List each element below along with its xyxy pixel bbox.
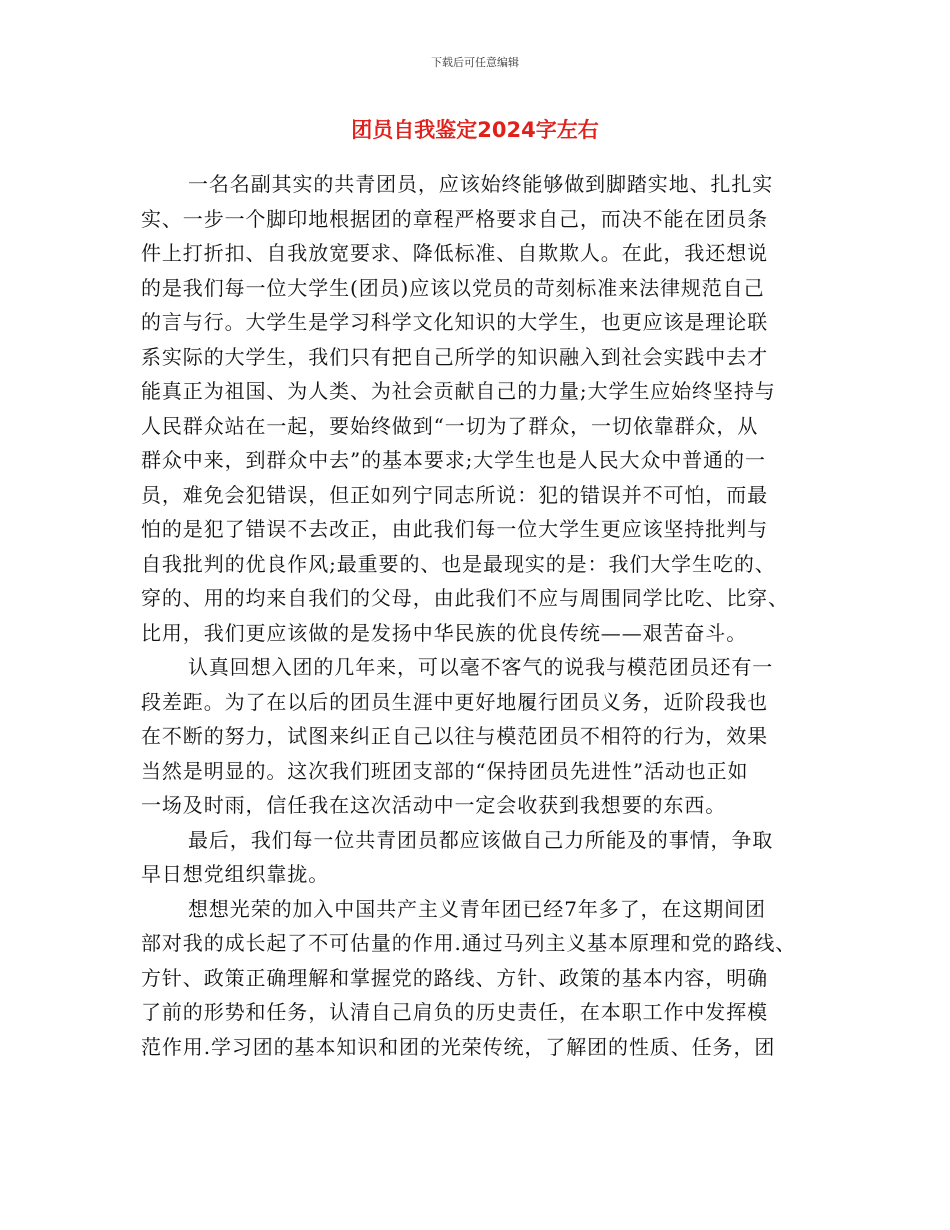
- text-line: 人民群众站在一起，要始终做到“一切为了群众，一切依靠群众，从: [141, 413, 759, 438]
- text-line: 在不断的努力，试图来纠正自己以往与模范团员不相符的行为，效果: [141, 724, 768, 748]
- text-line: 件上打折扣、自我放宽要求、降低标准、自欺欺人。在此，我还想说: [141, 241, 768, 265]
- text-line: 段差距。为了在以后的团员生涯中更好地履行团员义务，近阶段我也: [141, 689, 768, 714]
- text-line: 一场及时雨，信任我在这次活动中一定会收获到我想要的东西。: [141, 793, 727, 817]
- text-line: 群众中来，到群众中去”的基本要求;大学生也是人民大众中普通的一: [141, 448, 766, 472]
- text-line: 怕的是犯了错误不去改正，由此我们每一位大学生更应该坚持批判与: [141, 517, 768, 541]
- text-line: 早日想党组织靠拢。: [141, 862, 330, 886]
- text-line: 范作用.学习团的基本知识和团的光荣传统，了解团的性质、任务，团: [141, 1034, 776, 1059]
- text-line: 穿的、用的均来自我们的父母，由此我们不应与周围同学比吃、比穿、: [141, 586, 789, 610]
- text-line: 比用，我们更应该做的是发扬中华民族的优良传统——艰苦奋斗。: [141, 620, 748, 645]
- text-line: 的言与行。大学生是学习科学文化知识的大学生，也更应该是理论联: [141, 310, 768, 334]
- document-title: 团员自我鉴定2024字左右: [351, 118, 599, 142]
- text-line: 系实际的大学生，我们只有把自己所学的知识融入到社会实践中去才: [141, 344, 768, 369]
- text-line: 当然是明显的。这次我们班团支部的“保持团员先进性”活动也正如: [141, 758, 749, 783]
- text-line: 方针、政策正确理解和掌握党的路线、方针、政策的基本内容，明确: [141, 965, 768, 990]
- page-header: 下载后可任意编辑: [431, 56, 519, 69]
- text-line: 了前的形势和任务，认清自己肩负的历史责任，在本职工作中发挥模: [141, 1000, 768, 1024]
- text-line: 能真正为祖国、为人类、为社会贡献自己的力量;大学生应始终坚持与: [141, 379, 776, 403]
- text-line: 自我批判的优良作风;最重要的、也是最现实的是：我们大学生吃的、: [141, 551, 776, 576]
- text-line: 的是我们每一位大学生(团员)应该以党员的苛刻标准来法律规范自己: [141, 275, 765, 300]
- text-line: 部对我的成长起了不可估量的作用.通过马列主义基本原理和党的路线、: [141, 931, 797, 955]
- text-line: 认真回想入团的几年来，可以毫不客气的说我与模范团员还有一: [188, 655, 774, 679]
- text-line: 最后，我们每一位共青团员都应该做自己力所能及的事情，争取: [188, 827, 774, 852]
- text-line: 想想光荣的加入中国共产主义青年团已经7年多了，在这期间团: [188, 896, 766, 921]
- text-line: 一名名副其实的共青团员，应该始终能够做到脚踏实地、扎扎实: [188, 172, 774, 196]
- text-line: 员，难免会犯错误，但正如列宁同志所说：犯的错误并不可怕，而最: [141, 482, 768, 507]
- text-line: 实、一步一个脚印地根据团的章程严格要求自己，而决不能在团员条: [141, 206, 768, 231]
